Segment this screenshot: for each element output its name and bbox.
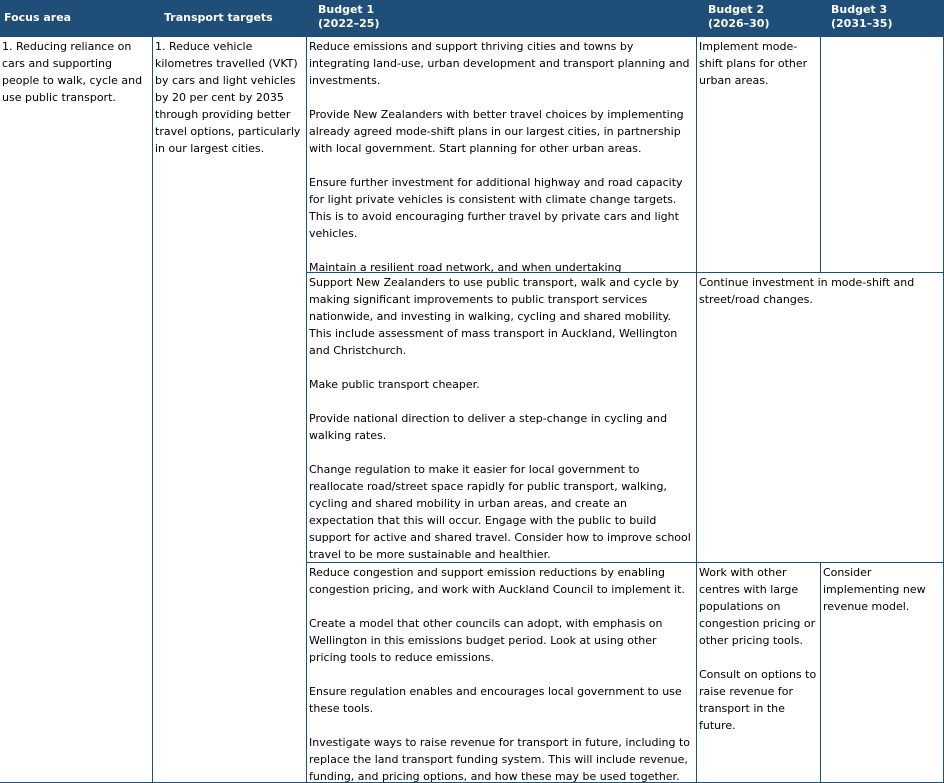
row-3-budget-2 — [697, 563, 820, 782]
header-budget-1-years: (2022–25) — [318, 17, 380, 30]
row-1-budget-1 — [307, 37, 696, 272]
header-budget-3 — [827, 0, 944, 37]
focus-area-text: 1. Reducing reliance on cars and supporting people to walk, cycle and use public transport. — [2, 40, 143, 104]
transport-target-text: 1. Reduce vehicle kilometres travelled (VKT) by cars and light vehicles by 20 per cent by 2035 through providing better travel options, particularly in our largest cities. — [155, 40, 301, 155]
header-focus-area: Focus area — [4, 11, 72, 24]
header-budget-2-years: (2026–30) — [708, 17, 770, 30]
row-1-budget-2 — [697, 37, 820, 272]
row-3-b1-para-1: Reduce congestion and support emission reductions by enabling congestion pricing, and work with Auckland Council to implement it. — [309, 566, 685, 596]
header-budget-3-title: Budget 3 — [831, 3, 888, 16]
row-2-b1-para-3: Provide national direction to deliver a step-change in cycling and walking rates. — [309, 412, 668, 442]
row-3-budget-1 — [307, 563, 696, 782]
row-2-b23-para-1: Continue investment in mode-shift and street/road changes. — [699, 276, 915, 306]
row-1-b1-para-2: Provide New Zealanders with better travel choices by implementing already agreed mode-shift plans in our largest cities, in partnership with local government. Start planning for other urban areas. — [309, 108, 684, 155]
header-budget-1 — [314, 0, 694, 37]
row-3-b1-para-3: Ensure regulation enables and encourages local government to use these tools. — [309, 685, 682, 715]
row-3-b2-para-1: Work with other centres with large populations on congestion pricing or other pricing tools. — [699, 566, 816, 647]
header-budget-1-title: Budget 1 — [318, 3, 375, 16]
transport-target-cell — [153, 37, 306, 782]
row-2-budget-1 — [307, 273, 696, 562]
row-3-b2-para-2: Consult on options to raise revenue for transport in the future. — [699, 668, 817, 732]
row-3-b1-para-4: Investigate ways to raise revenue for transport in future, including to replace the land transport funding system. This will include revenue, funding, and pricing options, and how these may be used together. — [309, 736, 691, 782]
row-3-b1-para-2: Create a model that other councils can adopt, with emphasis on Wellington in this emissions budget period. Look at using other pricing tools to reduce emissions. — [309, 617, 663, 664]
row-1-b1-para-1: Reduce emissions and support thriving cities and towns by integrating land-use, urban development and transport planning and investments. — [309, 40, 690, 87]
row-2-b1-para-1: Support New Zealanders to use public transport, walk and cycle by making significant improvements to public transport services nationwide, and investing in walking, cycling and shared mobility. This include assessment of mass transport in Auckland, Wellington and Christchurch. — [309, 276, 679, 357]
table-header — [0, 0, 944, 37]
row-2-b1-para-4: Change regulation to make it easier for local government to reallocate road/street space rapidly for public transport, walking, cycling and shared mobility in urban areas, and create an expectation that this will occur. Engage with the public to build support for active and shared travel. Consider how to improve school travel to be more sustainable and healthier. — [309, 463, 691, 561]
row-1-budget-3 — [821, 37, 943, 272]
row-1-b2-para-1: Implement mode-shift plans for other urban areas. — [699, 40, 808, 87]
row-3-budget-3 — [821, 563, 943, 782]
row-3-b3-para-1: Consider implementing new revenue model. — [823, 566, 926, 613]
row-1-b1-para-3: Ensure further investment for additional highway and road capacity for light private vehicles is consistent with climate change targets. This is to avoid encouraging further travel by private cars and light vehicles. — [309, 176, 683, 240]
header-budget-2-title: Budget 2 — [708, 3, 765, 16]
header-transport-targets: Transport targets — [164, 11, 273, 24]
focus-area-cell — [0, 37, 152, 782]
row-1-b1-para-4: Maintain a resilient road network, and when undertaking — [309, 261, 622, 272]
header-budget-3-years: (2031–35) — [831, 17, 893, 30]
row-2-budget-2-3 — [697, 273, 943, 562]
row-2-b1-para-2: Make public transport cheaper. — [309, 378, 480, 391]
header-budget-2 — [704, 0, 822, 37]
